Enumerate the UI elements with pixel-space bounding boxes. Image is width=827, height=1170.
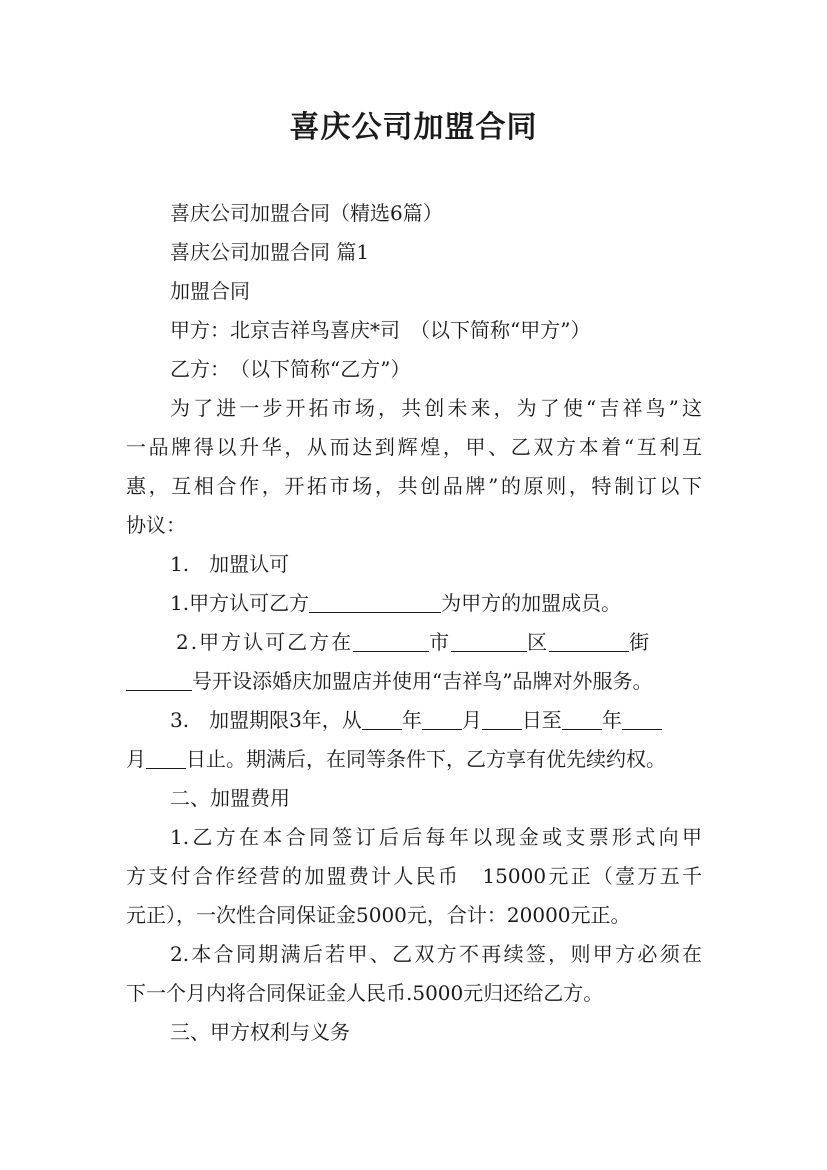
fee-clause-line-3: 元正），一次性合同保证金5000元，合计：20000元正。 bbox=[126, 903, 631, 927]
deposit-clause-line-2: 下一个月内将合同保证金人民币.5000元归还给乙方。 bbox=[126, 981, 604, 1005]
contract-heading: 加盟合同 bbox=[170, 279, 250, 303]
clause-1-3-prefix: 3. 加盟期限3年，从 bbox=[170, 708, 362, 732]
clause-1-2-prefix: 2.甲方认可乙方在 bbox=[176, 630, 354, 654]
subtitle: 喜庆公司加盟合同（精选6篇） bbox=[170, 201, 443, 225]
deposit-clause-line-1: 2.本合同期满后若甲、乙双方不再续签，则甲方必须在 bbox=[170, 942, 702, 966]
fill-blank bbox=[549, 631, 629, 652]
fill-blank bbox=[482, 709, 522, 730]
preamble-line-4: 协议： bbox=[126, 513, 186, 537]
clause-1-1-prefix: 1.甲方认可乙方 bbox=[170, 591, 310, 615]
clause-1-2-line-1 bbox=[176, 629, 651, 655]
party-b: 乙方： （以下简称“乙方”） bbox=[170, 357, 411, 381]
month-label: 月 bbox=[126, 747, 146, 771]
clause-1-1-suffix: 为甲方的加盟成员。 bbox=[441, 591, 622, 615]
section-3-heading: 三、甲方权利与义务 bbox=[170, 1020, 350, 1044]
year-label: 年 bbox=[601, 708, 622, 732]
party-a: 甲方：北京吉祥鸟喜庆*司 （以下简称“甲方”） bbox=[170, 318, 591, 342]
section-1-heading: 1. 加盟认可 bbox=[170, 552, 290, 576]
preamble-line-2: 一品牌得以升华，从而达到辉煌，甲、乙双方本着“互利互 bbox=[126, 435, 702, 459]
fill-blank bbox=[562, 709, 602, 730]
fill-blank bbox=[422, 709, 462, 730]
fill-blank bbox=[309, 592, 441, 613]
fee-clause-line-2: 方支付合作经营的加盟费计人民币 15000元正（壹万五千 bbox=[126, 864, 702, 888]
year-label: 年 bbox=[401, 708, 422, 732]
day-to-label: 日至 bbox=[521, 708, 562, 732]
preamble-line-3: 惠，互相合作，开拓市场，共创品牌”的原则，特制订以下 bbox=[126, 474, 702, 498]
fill-blank bbox=[146, 748, 186, 769]
city-label: 市 bbox=[429, 630, 452, 654]
clause-1-3-line-2 bbox=[126, 746, 666, 772]
clause-1-1 bbox=[170, 590, 621, 616]
section-2-heading: 二、加盟费用 bbox=[170, 786, 290, 810]
clause-1-2-suffix: 号开设添婚庆加盟店并使用“吉祥鸟”品牌对外服务。 bbox=[192, 669, 653, 693]
document-title: 喜庆公司加盟合同 bbox=[289, 110, 538, 145]
clause-1-2-line-2 bbox=[126, 668, 652, 694]
clause-1-3-suffix: 日止。期满后，在同等条件下，乙方享有优先续约权。 bbox=[186, 747, 666, 771]
street-label: 街 bbox=[629, 630, 652, 654]
fill-blank bbox=[126, 670, 192, 691]
preamble-line-1: 为了进一步开拓市场，共创未来，为了使“吉祥鸟”这 bbox=[170, 396, 702, 420]
fill-blank bbox=[622, 709, 662, 730]
section-heading: 喜庆公司加盟合同 篇1 bbox=[170, 240, 370, 264]
fill-blank bbox=[362, 709, 402, 730]
clause-1-3-line-1 bbox=[170, 707, 662, 733]
fee-clause-line-1: 1.乙方在本合同签订后后每年以现金或支票形式向甲 bbox=[170, 825, 702, 849]
district-label: 区 bbox=[527, 630, 550, 654]
fill-blank bbox=[353, 631, 429, 652]
fill-blank bbox=[451, 631, 527, 652]
month-label: 月 bbox=[461, 708, 482, 732]
